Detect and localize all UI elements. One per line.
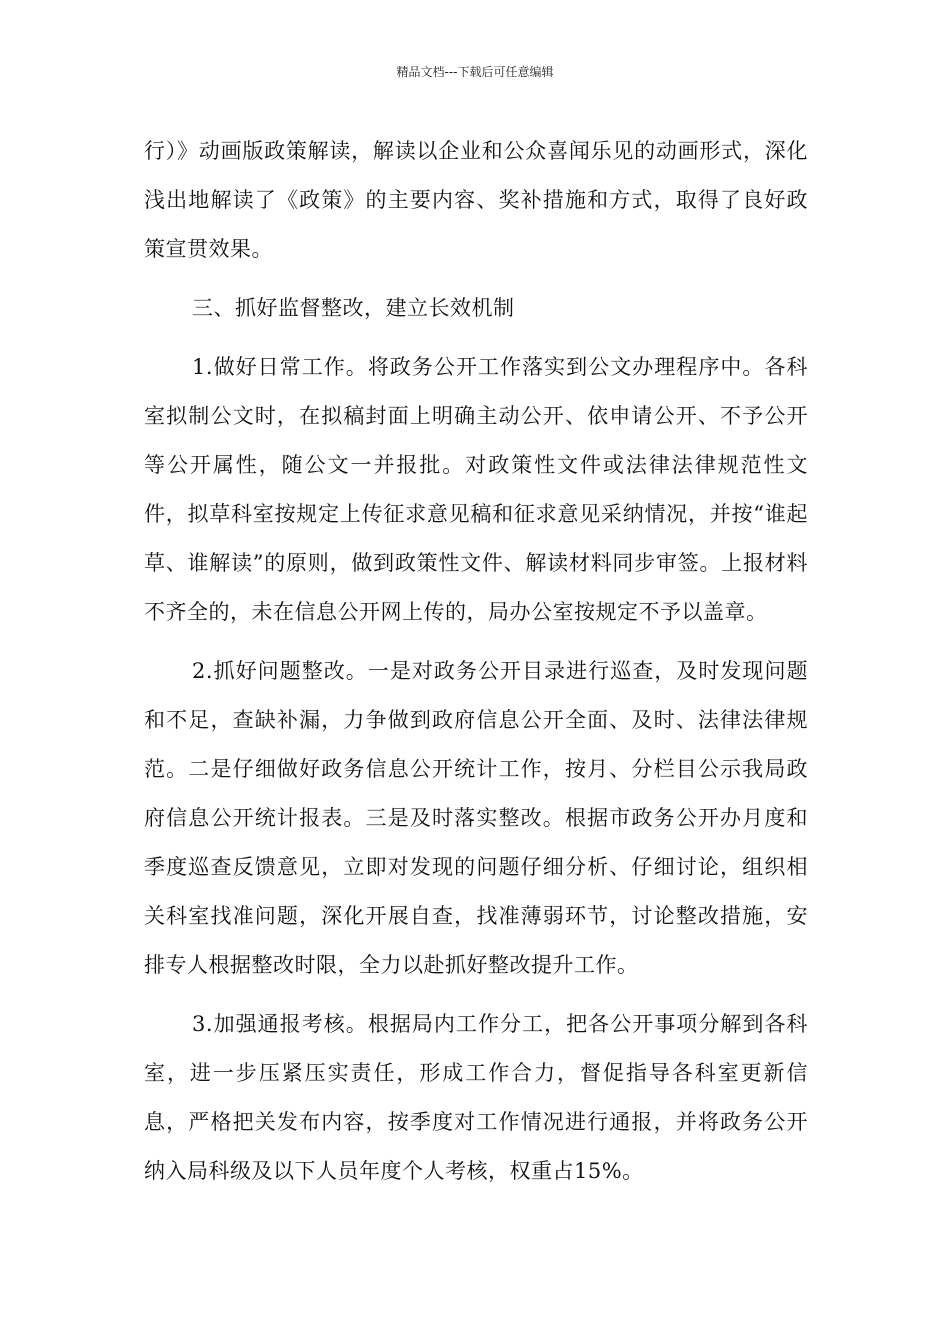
document-body <box>144 127 808 1206</box>
paragraph-continued: 行）》动画版政策解读，解读以企业和公众喜闻乐见的动画形式，深化浅出地解读了《政策》的主要内容、奖补措施和方式，取得了良好政策宣贯效果。 <box>144 139 808 261</box>
section-heading: 三、抓好监督整改，建立长效机制 <box>192 296 515 320</box>
paragraph-rectification: 2.抓好问题整改。一是对政务公开目录进行巡查，及时发现问题和不足，查缺补漏，力争做到政府信息公开全面、及时、法律法律规范。二是仔细做好政务信息公开统计工作，按月、分栏目公示我局政府信息公开统计报表。三是及时落实整改。根据市政务公开办月度和季度巡查反馈意见，立即对发现的问题仔细分析、仔细讨论，组织相关科室找准问题，深化开展自查，找准薄弱环节，讨论整改措施，安排专人根据整改时限，全力以赴抓好整改提升工作。 <box>144 659 808 977</box>
page-header: 精品文档---下载后可任意编辑 <box>396 65 554 79</box>
paragraph-daily-work: 1.做好日常工作。将政务公开工作落实到公文办理程序中。各科室拟制公文时，在拟稿封面上明确主动公开、依申请公开、不予公开等公开属性，随公文一并报批。对政策性文件或法律法律规范性文件，拟草科室按规定上传征求意见稿和征求意见采纳情况，并按“谁起草、谁解读”的原则，做到政策性文件、解读材料同步审签。上报材料不齐全的，未在信息公开网上传的，局办公室按规定不予以盖章。 <box>144 355 808 624</box>
paragraph-assessment: 3.加强通报考核。根据局内工作分工，把各公开事项分解到各科室，进一步压紧压实责任，形成工作合力，督促指导各科室更新信息，严格把关发布内容，按季度对工作情况进行通报，并将政务公开纳入局科级及以下人员年度个人考核，权重占15%。 <box>144 1012 808 1183</box>
